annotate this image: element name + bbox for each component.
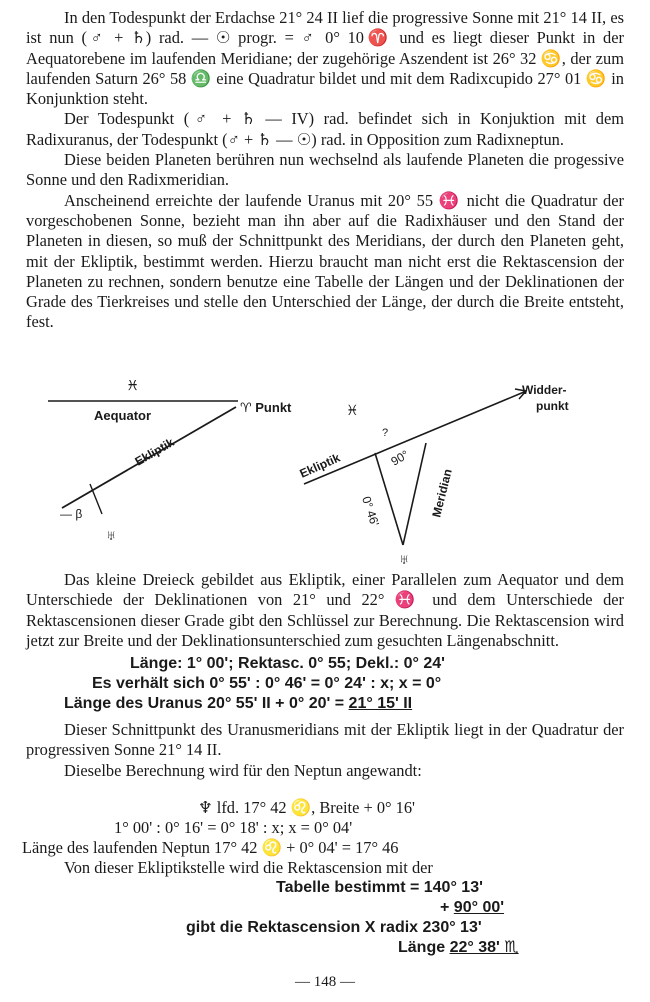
question-mark: ? [382,427,389,439]
plus-line [0,898,650,918]
paragraph-todespunkt: In den Todespunkt der Erdachse 21° 24 II lief die progressive Sonne mit 21° 14 II, es ist nun (♂ + ♄) rad. — ☉ progr. = ♂ 0° 10♈ und es liegt dieser Punkt in der Aequatorebene im laufenden Meridiane; der zugehörige Aszendent ist 26° 32 ♋, der zum laufenden Saturn 26° 58 ♎ eine Quadratur bildet und mit dem Radixcupido 27° 01 ♋ in Konjunktion steht. [26,8,624,109]
neptun-line-proportion: 1° 00' : 0° 16' = 0° 18' : x; x = 0° 04' [114,818,353,837]
ekliptik-label-left: Ekliptik [132,435,177,469]
ninety-degree-label: 90° [388,447,412,469]
neptun-line-laenge: Länge des laufenden Neptun 17° 42 ♌ + 0° 04' = 17° 46 [22,838,399,857]
paragraph-dreieck: Das kleine Dreieck gebildet aus Ekliptik, einer Parallelen zum Aequator und dem Unterschiede der Deklinationen von 21° und 22° ♓ und dem Unterschiede der Rektascensionen dieser Grade gibt den Schlüssel zur Berechnung. Die Rektascension wird jetzt zur Breite und der Deklinationsunterschied zum gesuchten Längenabschnitt. [26,570,624,650]
triangle-left-side [375,453,403,545]
text-block-schnittpunkt [26,720,624,781]
pisces-symbol-top: ♓ [126,380,140,394]
paragraph-ekliptikstelle: Von dieser Ekliptikstelle wird die Rektascension mit der [64,858,433,877]
widder-label: Widder- [522,383,567,397]
page-number: — 148 — [295,974,355,990]
text-block-dreieck [26,570,624,651]
paragraph-planeten: Diese beiden Planeten berühren nun wechselnd als laufende Planeten die progessive Sonne und den Radixmeridian. [26,150,624,190]
ekliptik-line-right [304,392,524,484]
uranus-symbol-left: ♅ [106,527,117,543]
minus-beta-label: — β [60,507,83,521]
neptun-calculation [0,798,650,858]
paragraph-uranus: Anscheinend erreichte der laufende Uranus mit 20° 55 ♓ nicht die Quadratur der vorgeschobenen Sonne, bezieht man ihn aber auf die Radixhäuser und den Stand der Planeten in diesen, so muß der Schnittpunkt des Meridians, der durch den Planeten geht, mit der Ekliptik, bestimmt werden. Hierzu braucht man nicht erst die Rektascension der Planeten zu rechnen, sondern benutze eine Tabelle der Längen und der Deklinationen der Grade des Tierkreises und stelle den Unterschied der Länge, der durch die Breite entsteht, fest. [26,190,624,332]
plus-sign: + [440,899,454,916]
rektascension-result: 230° 13' [422,919,482,936]
meridian-label: Meridian [429,467,455,519]
ekliptik-label-right: Ekliptik [297,450,343,481]
uranus-laenge-formula: Länge des Uranus 20° 55' II + 0° 20' = [64,695,349,712]
laenge-line [0,938,650,958]
punkt-label: punkt [536,399,569,413]
gibt-text: gibt die Rektascension X radix [186,919,423,936]
calc-line-laenge: Länge: 1° 00'; Rektasc. 0° 55; Dekl.: 0° 24' [130,655,445,672]
tabelle-line: Tabelle bestimmt = 140° 13' [276,879,483,896]
rektascension-calculation [0,878,650,958]
aries-point-label: ♈ Punkt [240,400,292,415]
plus-value: 90° 00' [453,899,505,916]
uranus-laenge-result: 21° 15' II [348,695,413,712]
laenge-text: Länge [398,939,450,956]
calc-line-uranus-laenge [0,694,650,714]
aequator-label: Aequator [94,408,152,423]
ekliptik-diagram [26,380,626,575]
laenge-result: 22° 38' ♏ [449,939,519,956]
text-block-ekliptikstelle [26,858,624,878]
text-block-top [26,8,624,333]
paragraph-schnittpunkt: Dieser Schnittpunkt des Uranusmeridians mit der Ekliptik liegt in der Quadratur der progressiven Sonne 21° 14 II. [26,720,624,760]
uranus-symbol-right: ♅ [399,551,410,567]
gibt-line [0,918,650,938]
forty-six-minutes-label: 0° 46' [359,494,382,528]
pisces-symbol-mid: ♓ [346,402,359,418]
paragraph-konjunktion: Der Todespunkt (♂ + ♄ — IV) rad. befindet sich in Konjuktion mit dem Radixuranus, der Todespunkt (♂ + ♄ — ☉) rad. in Opposition zum Radixneptun. [26,109,624,149]
calc-line-verhaeltnis: Es verhält sich 0° 55' : 0° 46' = 0° 24' : x; x = 0° [92,675,442,692]
neptun-line-position: ♆ lfd. 17° 42 ♌, Breite + 0° 16' [198,798,416,817]
uranus-calculation [0,654,650,714]
paragraph-neptun: Dieselbe Berechnung wird für den Neptun angewandt: [64,760,422,780]
